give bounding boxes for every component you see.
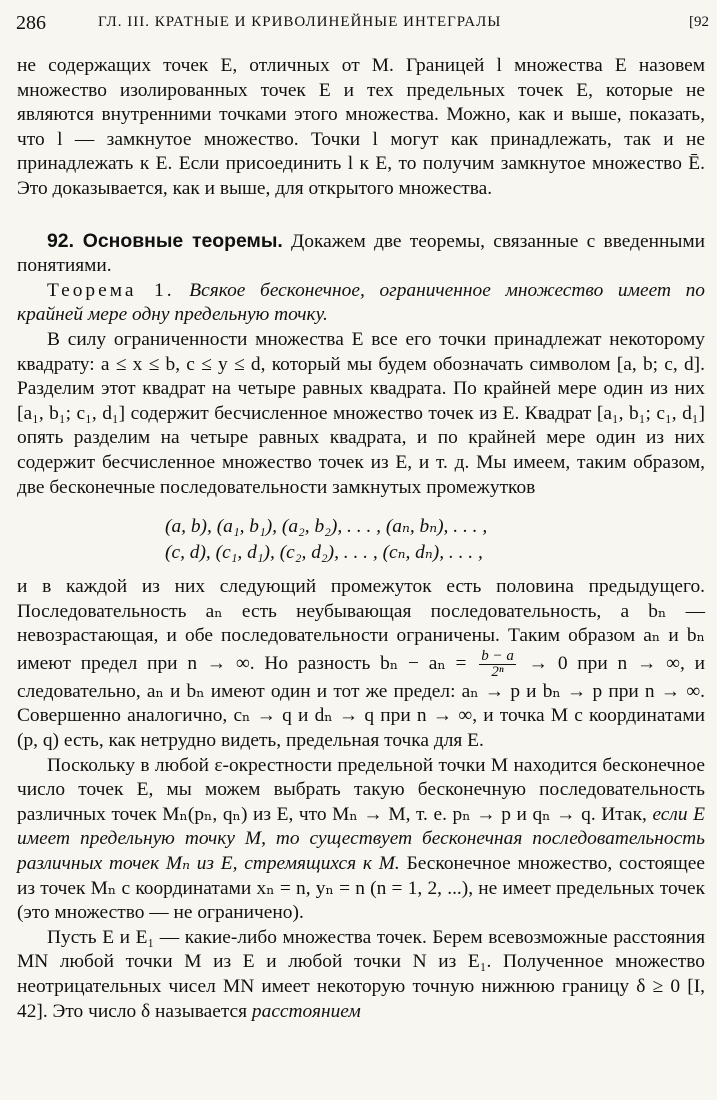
page-number: 286: [16, 12, 46, 34]
sequence-text-b: Бесконечное множество, состоящее из точек Mₙ с координатами xₙ = n, yₙ = n (n = 1, 2, ...), не имеет предельных точек (это множество — не ограничено).: [17, 853, 705, 924]
distance-text: Пусть E и E₁ — какие-либо множества точек. Берем всевозможные расстояния MN любой точки M из E и любой точки N из E₁. Полученное множество неотрицательных чисел MN имеет некоторую точную нижнюю границу δ ≥ 0 [I, 42]. Это число δ называется: [17, 926, 705, 1022]
paragraph-sequence: [17, 754, 705, 926]
section-title: 92. Основные теоремы.: [47, 229, 283, 252]
theorem-statement: Всякое бесконечное, ограниченное множество имеет по крайней мере одну предельную точку.: [17, 279, 705, 326]
limits-text-b: → 0 при n → ∞, и следовательно, aₙ и bₙ имеют один и тот же предел: aₙ → p и bₙ → p при n → ∞. Совершенно аналогично, cₙ → q и dₙ → q при n → ∞, и точка M с координатами (p, q) есть, как нетрудно видеть, предельная точка для E.: [17, 652, 706, 752]
paragraph-boundary: не содержащих точек E, отличных от M. Границей l множества E назовем множество изолированных точек E и тех предельных точек E, которые не являются внутренними точками этого множества. Можно, как и выше, показать, что l — замкнутое множество. Точки l могут как принадлежать, так и не принадлежать к E. Если присоединить l к E, то получим замкнутое множество Ē. Это доказывается, как и выше, для открытого множества.: [17, 55, 705, 199]
paragraph-limits: [17, 575, 705, 754]
fraction-denominator: 2ⁿ: [491, 663, 504, 680]
distance-term: расстоянием: [251, 1000, 361, 1022]
paragraph-proof: В силу ограниченности множества E все его точки принадлежат некоторому квадрату: a ≤ x ≤ b, c ≤ y ≤ d, который мы будем обозначать символом [a, b; c, d]. Разделим этот квадрат на четыре равных квадрата. По крайней мере один из них [a₁, b₁; c₁, d₁] содержит бесчисленное множество точек из E. Квадрат [a₁, b₁; c₁, d₁] опять разделим на четыре равных квадрата, и по крайней мере один из них содержит бесчисленное множество точек из E, и т. д. Мы имеем, таким образом, две бесконечные последовательности замкнутых промежутков: [17, 328, 705, 498]
section-marker: [92: [689, 14, 709, 30]
section-intro: Докажем две теоремы, связанные с введенными понятиями.: [17, 230, 705, 277]
paragraph-distance: [17, 926, 705, 1024]
page-body: [17, 54, 705, 1024]
formula-line-1: (a, b), (a₁, b₁), (a₂, b₂), . . . , (aₙ, bₙ), . . . ,: [165, 516, 488, 538]
limits-text-a: и в каждой из них следующий промежуток есть половина предыдущего. Последовательность aₙ есть неубывающая последовательность, а bₙ — невозрастающая, и обе последовательности ограничены. Таким образом aₙ и bₙ имеют предел при n → ∞. Но разность bₙ − aₙ =: [17, 576, 705, 674]
section-heading-paragraph: [17, 229, 705, 279]
theorem-label: Теорема 1.: [47, 279, 175, 301]
fraction-numerator: b − a: [481, 647, 514, 664]
formula-line-2: (c, d), (c₁, d₁), (c₂, d₂), . . . , (cₙ, dₙ), . . . ,: [165, 541, 483, 563]
running-title: ГЛ. III. КРАТНЫЕ И КРИВОЛИНЕЙНЫЕ ИНТЕГРАЛЫ: [98, 14, 502, 30]
theorem-1: [17, 279, 705, 328]
sequence-italic: если E имеет предельную точку M, то существует бесконечная последовательность различных точек Mₙ из E, стремящихся к M.: [17, 803, 705, 875]
fraction: [479, 649, 516, 680]
formula-sequences: [17, 514, 705, 565]
sequence-text-a: Поскольку в любой ε-окрестности предельной точки M находится бесконечное число точек E, мы можем выбрать такую бесконечную последовательность различных точек Mₙ(pₙ, qₙ) из E, что Mₙ → M, т. е. pₙ → p и qₙ → q. Итак,: [17, 754, 705, 825]
page-header: [16, 10, 709, 40]
